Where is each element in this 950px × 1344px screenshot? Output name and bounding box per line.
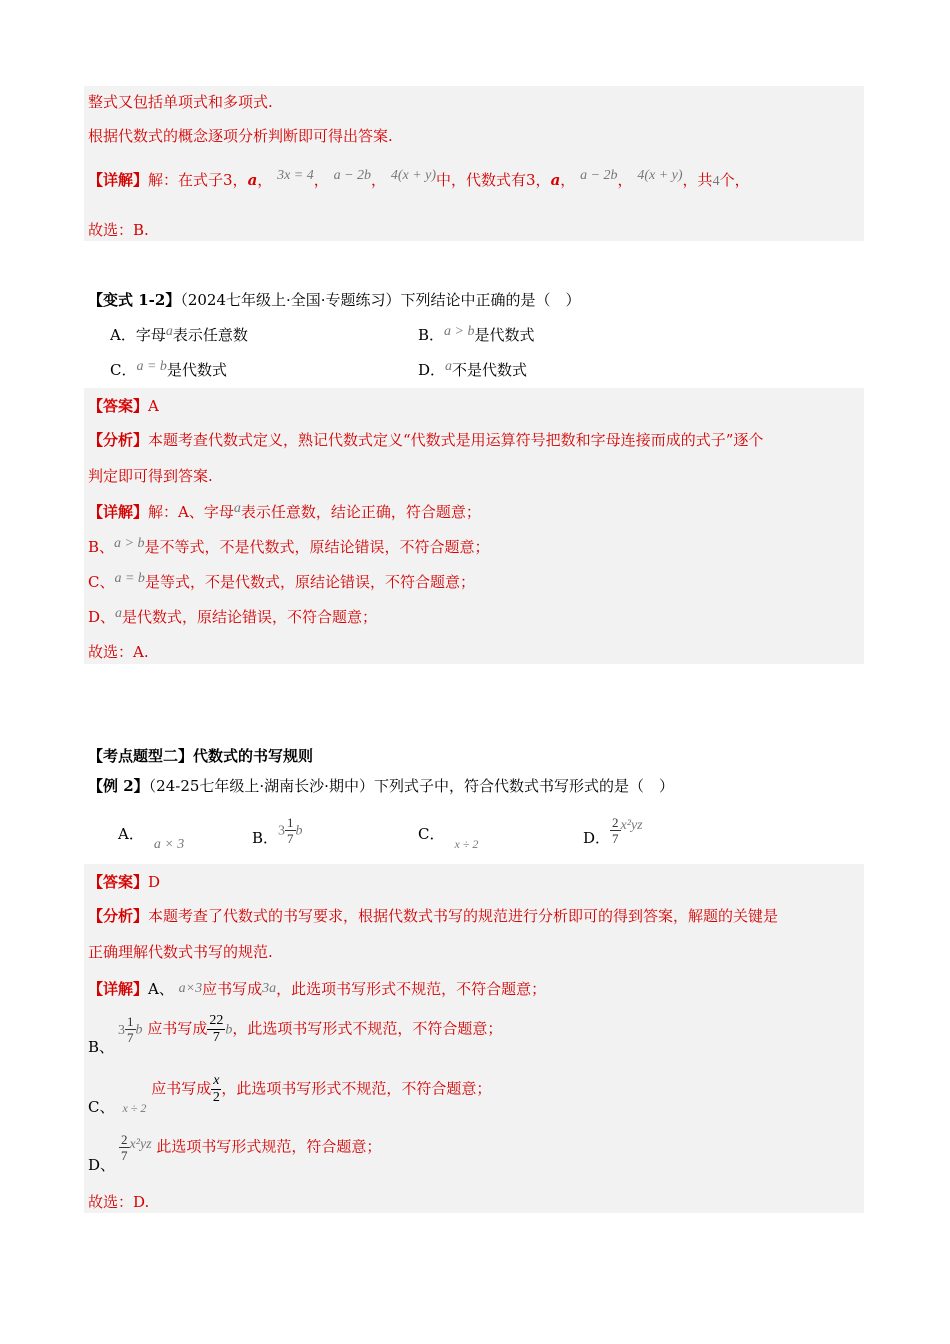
detail-label: D、 (88, 608, 116, 626)
comma: ， (617, 171, 633, 189)
detail-line-c (88, 1073, 492, 1116)
analysis-line (88, 906, 778, 926)
section-title: 【考点题型二】代数式的书写规则 (88, 747, 314, 765)
answer-line (88, 396, 159, 416)
detail-mid: 应书写成 (147, 1019, 208, 1038)
expr-a-eq-b: a = b (114, 571, 145, 586)
option-label: C． (110, 361, 137, 379)
answer-line (88, 872, 160, 892)
detail-line-d (88, 1132, 382, 1174)
expr-a-times-3: a × 3 (153, 837, 185, 852)
detail-text: 是不等式，不是代数式，原结论错误，不符合题意； (144, 538, 490, 556)
detail-mid: 应书写成 (202, 980, 263, 998)
fraction-numerator: 22 (209, 1013, 224, 1028)
analysis-line-2: 判定即可得到答案. (88, 467, 213, 485)
analysis-conclusion: 根据代数式的概念逐项分析判断即可得出答案. (88, 127, 393, 145)
fraction-denominator: 7 (287, 831, 294, 846)
fraction-denominator: 7 (212, 1030, 220, 1045)
expr-4-x-plus-y: 4(x + y) (390, 168, 437, 183)
example-source: （24-25七年级上·湖南长沙·期中） (148, 777, 374, 795)
comma: ， (371, 171, 387, 189)
example-tag: 【例 2】 (88, 777, 149, 795)
example-question-text: 下列式子中，符合代数式书写形式的是（ ） (373, 777, 674, 795)
var-b: b (135, 1022, 143, 1038)
detail-mid: 中，代数式有3， (436, 171, 551, 189)
detail-label: B、 (88, 538, 115, 556)
option-text: 不是代数式 (452, 361, 528, 379)
expr-a-times-3: a×3 (178, 981, 203, 996)
expr-x2yz: x²yz (129, 1136, 152, 1152)
variant-tag: 【变式 1-2】 (88, 291, 181, 309)
analysis-text: 本题考查了代数式的书写要求，根据代数式书写的规范进行分析即可的得到答案，解题的关键是 (148, 907, 779, 925)
detail-tag: 【详解】 (88, 980, 149, 998)
detail-text: 是等式，不是代数式，原结论错误，不符合题意； (144, 573, 475, 591)
variant-option-c (110, 360, 227, 382)
detail-tag: 【详解】 (88, 171, 149, 189)
detail-text: 表示任意数，结论正确，符合题意； (240, 503, 481, 521)
option-label: D． (583, 828, 611, 847)
fraction-1-7 (125, 1015, 136, 1044)
fraction-numerator: 1 (287, 815, 294, 830)
var-b: b (225, 1022, 233, 1038)
variant-option-a (110, 325, 248, 347)
answer-tag: 【答案】 (88, 873, 149, 891)
var-b: b (295, 823, 303, 839)
option-label: A．字母 (110, 326, 166, 344)
fraction-2-7 (119, 1133, 130, 1162)
detail-text: ，此选项书写形式不规范，不符合题意； (221, 1079, 492, 1098)
fraction-1-7 (285, 816, 296, 845)
expr-3a: 3a (262, 981, 277, 996)
detail-label: C、 (88, 573, 115, 591)
detail-text: 此选项书写形式规范，符合题意； (156, 1137, 382, 1156)
analysis-line-2: 正确理解代数式书写的规范. (88, 943, 273, 961)
analysis-tag: 【分析】 (88, 431, 149, 449)
fraction-denominator: 7 (121, 1148, 128, 1163)
comma: ， (560, 171, 576, 189)
option-label: D． (418, 361, 446, 379)
variant-option-d (418, 360, 527, 382)
fraction-denominator: 2 (212, 1090, 220, 1105)
mixed-whole: 3 (278, 823, 286, 839)
detail-mid: 应书写成 (151, 1079, 212, 1098)
variant-question-text: 下列结论中正确的是（ ） (400, 291, 581, 309)
detail-line-4 (88, 607, 377, 629)
choose-line: 故选：D. (88, 1193, 150, 1211)
detail-text: 是代数式，原结论错误，不符合题意； (122, 608, 378, 626)
fraction-denominator: 7 (612, 831, 619, 846)
detail-line-3 (88, 572, 475, 594)
variant-source: （2024七年级上·全国·专题练习） (180, 291, 401, 309)
mixed-whole: 3 (118, 1022, 126, 1038)
detail-label: B、 (88, 1037, 115, 1056)
expr-a-eq-b: a = b (136, 359, 167, 374)
var-a: a (165, 324, 173, 339)
example-option-b (252, 816, 303, 845)
detail-text: ，此选项书写形式不规范，不符合题意； (276, 980, 547, 998)
answer-tag: 【答案】 (88, 397, 149, 415)
detail-text: 解：A、字母 (148, 503, 234, 521)
detail-text: 解：在式子3， (148, 171, 248, 189)
detail-line-b (88, 1013, 503, 1056)
detail-label: C、 (88, 1097, 115, 1116)
detail-line-1 (88, 502, 481, 524)
option-text: 是代数式 (474, 326, 535, 344)
detail-line-a (88, 979, 546, 1001)
expr-a-minus-2b: a − 2b (580, 168, 618, 183)
example-question (88, 776, 674, 796)
option-text: 表示任意数 (172, 326, 248, 344)
choose-line: 故选：B. (88, 221, 149, 239)
expr-4-x-plus-y: 4(x + y) (637, 168, 683, 183)
option-label: C． (418, 825, 445, 843)
variant-question (88, 290, 581, 310)
analysis-continued: 整式又包括单项式和多项式. (88, 93, 273, 111)
variant-option-b (418, 325, 535, 347)
detail-line-2 (88, 537, 490, 559)
var-a: a (550, 171, 561, 189)
fraction-numerator: 1 (127, 1014, 134, 1029)
expr-a-minus-2b: a − 2b (333, 168, 372, 183)
fraction-denominator: 7 (127, 1030, 134, 1045)
expr-a-gt-b: a > b (114, 536, 145, 551)
var-a: a (115, 606, 123, 621)
detail-label: A、 (148, 980, 174, 998)
fraction-numerator: 2 (121, 1132, 128, 1147)
var-a: a (233, 501, 241, 516)
fraction-numerator: x (213, 1073, 220, 1088)
detail-label: D、 (88, 1155, 116, 1174)
var-a: a (445, 359, 453, 374)
example-option-d (583, 816, 643, 845)
count: 4 (712, 174, 720, 189)
choose-line: 故选：A. (88, 643, 149, 661)
fraction-numerator: 2 (612, 815, 619, 830)
answer-value: A (148, 397, 159, 415)
answer-value: D (148, 873, 161, 891)
fraction-2-7 (610, 816, 621, 845)
analysis-tag: 【分析】 (88, 907, 149, 925)
analysis-line (88, 430, 763, 450)
option-label: B． (252, 828, 279, 847)
expr-x2yz: x²yz (620, 817, 643, 833)
option-label: A． (118, 825, 144, 843)
analysis-text: 本题考查代数式定义，熟记代数式定义“代数式是用运算符号把数和字母连接而成的式子”逐个 (148, 431, 764, 449)
var-a: a (247, 171, 258, 189)
option-text: 是代数式 (166, 361, 227, 379)
detail-tag: 【详解】 (88, 503, 149, 521)
detail-end-post: 个， (719, 171, 750, 189)
detail-text: ，此选项书写形式不规范，不符合题意； (232, 1019, 503, 1038)
example-option-a (118, 824, 185, 852)
fraction-22-7 (207, 1014, 225, 1045)
comma: ， (313, 171, 329, 189)
example-option-c (418, 824, 479, 851)
detail-line (88, 170, 750, 192)
detail-end: ，共 (682, 171, 713, 189)
option-label: B． (418, 326, 445, 344)
comma: ， (257, 171, 273, 189)
expr-x-div-2: x ÷ 2 (122, 1100, 147, 1115)
expr-x-div-2: x ÷ 2 (454, 837, 479, 851)
fraction-x-2 (211, 1074, 221, 1105)
expr-a-gt-b: a > b (444, 324, 475, 339)
expr-3x-eq-4: 3x = 4 (277, 168, 314, 183)
